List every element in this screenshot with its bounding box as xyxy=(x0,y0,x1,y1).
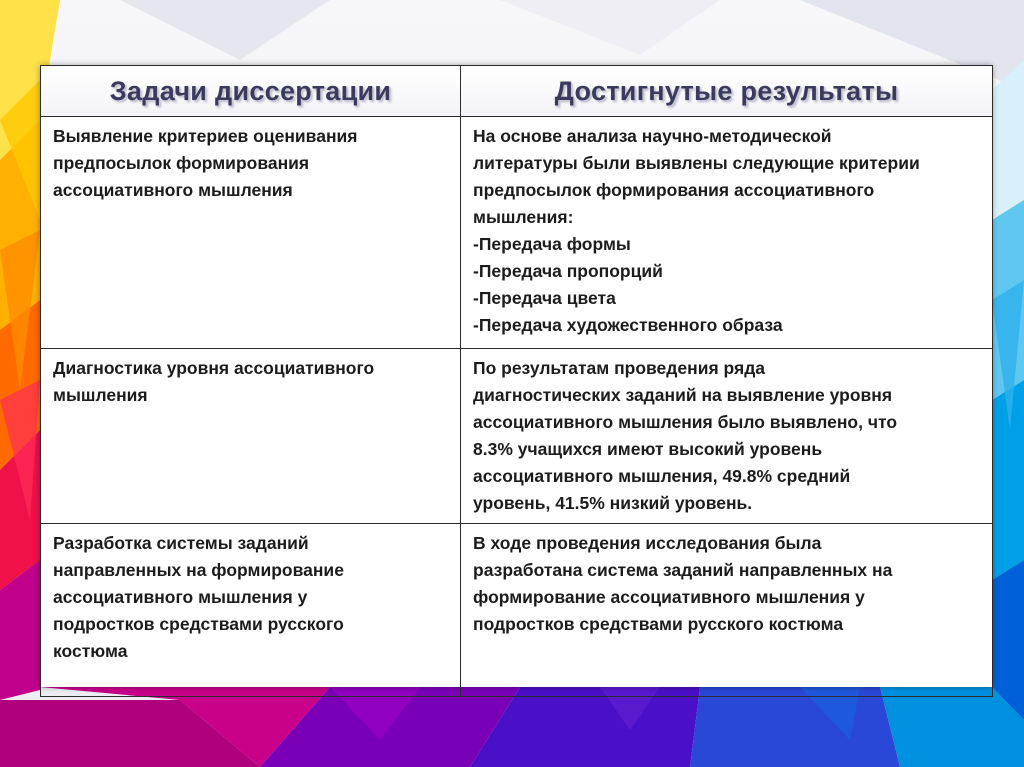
result-line: В ходе проведения исследования была xyxy=(473,533,822,553)
task-line: ассоциативного мышления у xyxy=(53,587,308,607)
task-line: Выявление критериев оценивания xyxy=(53,126,358,146)
result-line: ассоциативного мышления, 49.8% средний xyxy=(473,466,851,486)
result-line: -Передача пропорций xyxy=(473,261,663,281)
task-line: предпосылок формирования xyxy=(53,153,310,173)
result-line: На основе анализа научно-методической xyxy=(473,126,832,146)
result-cell xyxy=(461,349,993,524)
result-line: -Передача формы xyxy=(473,234,631,254)
task-line: Разработка системы заданий xyxy=(53,533,309,553)
task-line: Диагностика уровня ассоциативного xyxy=(53,358,375,378)
result-line: По результатам проведения ряда xyxy=(473,358,766,378)
task-cell xyxy=(41,349,461,524)
table-row xyxy=(41,524,993,697)
header-row xyxy=(41,66,993,117)
header-tasks: Задачи диссертации xyxy=(41,66,461,117)
task-line: мышления xyxy=(53,385,148,405)
result-line: 8.3% учащихся имеют высокий уровень xyxy=(473,439,823,459)
result-line: ассоциативного мышления было выявлено, что xyxy=(473,412,898,432)
result-line: -Передача художественного образа xyxy=(473,315,783,335)
result-line: литературы были выявлены следующие критерии xyxy=(473,153,920,173)
result-line: разработана система заданий направленных на xyxy=(473,560,893,580)
task-line: подростков средствами русского xyxy=(53,614,344,634)
table-row xyxy=(41,349,993,524)
result-line: мышления: xyxy=(473,207,574,227)
task-line: направленных на формирование xyxy=(53,560,344,580)
result-line: предпосылок формирования ассоциативного xyxy=(473,180,875,200)
results-table-container xyxy=(40,65,992,687)
result-cell xyxy=(461,117,993,349)
result-line: уровень, 41.5% низкий уровень. xyxy=(473,493,753,513)
result-cell xyxy=(461,524,993,697)
table-row xyxy=(41,117,993,349)
results-table xyxy=(40,65,993,697)
task-line: костюма xyxy=(53,641,128,661)
task-cell xyxy=(41,117,461,349)
result-line: формирование ассоциативного мышления у xyxy=(473,587,865,607)
result-line: диагностических заданий на выявление уровня xyxy=(473,385,893,405)
task-cell xyxy=(41,524,461,697)
result-line: подростков средствами русского костюма xyxy=(473,614,844,634)
result-line: -Передача цвета xyxy=(473,288,616,308)
header-results: Достигнутые результаты xyxy=(461,66,993,117)
task-line: ассоциативного мышления xyxy=(53,180,293,200)
